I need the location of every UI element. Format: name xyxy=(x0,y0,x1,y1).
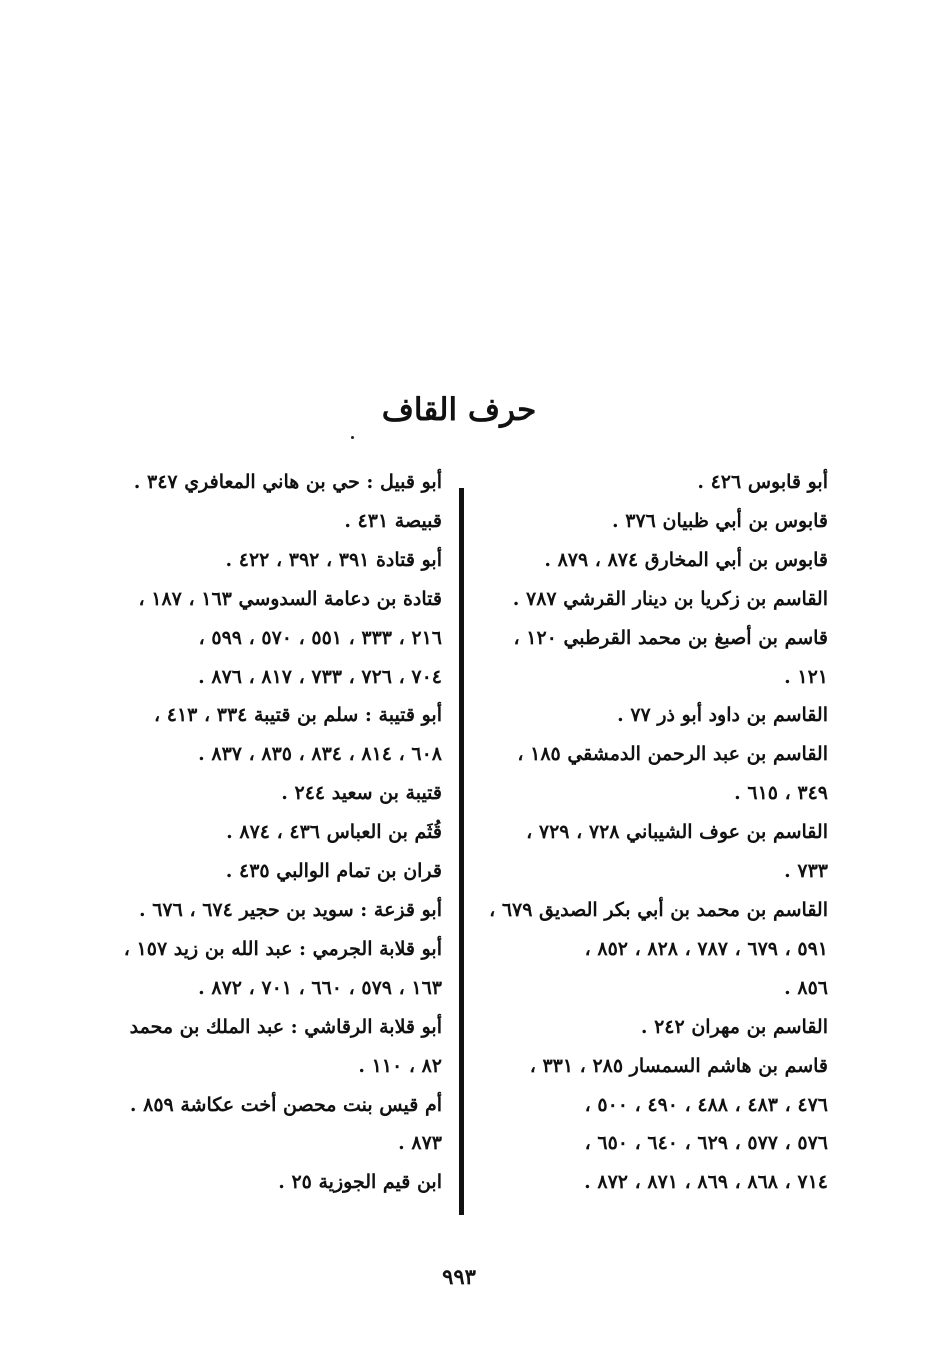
index-entry: قابوس بن أبي ظبيان ٣٧٦ . xyxy=(612,509,828,532)
index-entry-continuation: ٥٩١ ، ٦٧٩ ، ٧٨٧ ، ٨٢٨ ، ٨٥٢ ، xyxy=(584,937,828,960)
index-entry: قاسم بن أصبغ بن محمد القرطبي ١٢٠ ، xyxy=(513,626,828,649)
index-entry: أبو قتادة ٣٩١ ، ٣٩٢ ، ٤٢٢ . xyxy=(225,548,442,571)
index-entry-continuation: ٨٢ ، ١١٠ . xyxy=(358,1054,442,1077)
index-entry: قبيصة ٤٣١ . xyxy=(344,509,442,532)
page-number: ٩٩٣ xyxy=(442,1264,476,1289)
index-entry: أبو قتيبة : سلم بن قتيبة ٣٣٤ ، ٤١٣ ، xyxy=(153,704,442,727)
index-entry-continuation: ٧١٤ ، ٨٦٨ ، ٨٦٩ ، ٨٧١ ، ٨٧٢ . xyxy=(584,1171,828,1194)
index-entry: أم قيس بنت محصن أخت عكاشة ٨٥٩ . xyxy=(129,1093,442,1116)
index-entry-continuation: ٦٠٨ ، ٨١٤ ، ٨٣٤ ، ٨٣٥ ، ٨٣٧ . xyxy=(198,743,442,766)
index-entry: القاسم بن مهران ٢٤٢ . xyxy=(640,1015,828,1038)
index-entry-continuation: ٢١٦ ، ٣٣٣ ، ٥٥١ ، ٥٧٠ ، ٥٩٩ ، xyxy=(198,626,442,649)
index-entry-continuation: ٥٧٦ ، ٥٧٧ ، ٦٢٩ ، ٦٤٠ ، ٦٥٠ ، xyxy=(584,1132,828,1155)
index-column-right xyxy=(482,463,828,1202)
index-entry: أبو قبيل : حي بن هاني المعافري ٣٤٧ . xyxy=(133,471,442,493)
index-entry-continuation: ٧٣٣ . xyxy=(784,860,828,883)
index-entry-continuation: ١٢١ . xyxy=(784,665,828,688)
index-entry: القاسم بن عوف الشيباني ٧٢٨ ، ٧٢٩ ، xyxy=(526,821,828,844)
index-entry: أبو قابوس ٤٢٦ . xyxy=(697,471,828,493)
stray-dot xyxy=(351,436,354,439)
index-entry: القاسم بن زكريا بن دينار القرشي ٧٨٧ . xyxy=(512,587,828,610)
index-entry: قابوس بن أبي المخارق ٨٧٤ ، ٨٧٩ . xyxy=(544,548,828,571)
index-entry-continuation: ٣٤٩ ، ٦١٥ . xyxy=(734,782,828,805)
index-entry: أبو قلابة الرقاشي : عبد الملك بن محمد xyxy=(129,1015,442,1038)
index-entry: قران بن تمام الوالبي ٤٣٥ . xyxy=(225,860,442,883)
index-entry: القاسم بن داود أبو ذر ٧٧ . xyxy=(617,704,828,727)
index-entry: القاسم بن محمد بن أبي بكر الصديق ٦٧٩ ، xyxy=(489,898,828,921)
index-entry-continuation: ٧٠٤ ، ٧٢٦ ، ٧٣٣ ، ٨١٧ ، ٨٧٦ . xyxy=(198,665,442,688)
index-entry: قاسم بن هاشم السمسار ٢٨٥ ، ٣٣١ ، xyxy=(529,1054,828,1077)
index-entry-continuation: ٨٥٦ . xyxy=(784,976,828,999)
section-heading: حرف القاف xyxy=(381,392,537,428)
index-entry: قُثَم بن العباس ٤٣٦ ، ٨٧٤ . xyxy=(226,821,442,844)
index-entry: القاسم بن عبد الرحمن الدمشقي ١٨٥ ، xyxy=(517,743,828,766)
index-column-left xyxy=(90,463,442,1202)
index-entry: قتيبة بن سعيد ٢٤٤ . xyxy=(281,782,442,805)
index-entry: أبو قزعة : سويد بن حجير ٦٧٤ ، ٦٧٦ . xyxy=(138,898,442,921)
index-entry: ابن قيم الجوزية ٢٥ . xyxy=(278,1171,442,1194)
index-entry: أبو قلابة الجرمي : عبد الله بن زيد ١٥٧ ، xyxy=(123,937,442,960)
index-entry-continuation: ٨٧٣ . xyxy=(398,1132,442,1155)
index-entry-continuation: ١٦٣ ، ٥٧٩ ، ٦٦٠ ، ٧٠١ ، ٨٧٢ . xyxy=(198,976,442,999)
column-divider xyxy=(459,488,464,1215)
index-entry-continuation: ٤٧٦ ، ٤٨٣ ، ٤٨٨ ، ٤٩٠ ، ٥٠٠ ، xyxy=(584,1093,828,1116)
index-entry: قتادة بن دعامة السدوسي ١٦٣ ، ١٨٧ ، xyxy=(138,587,442,610)
